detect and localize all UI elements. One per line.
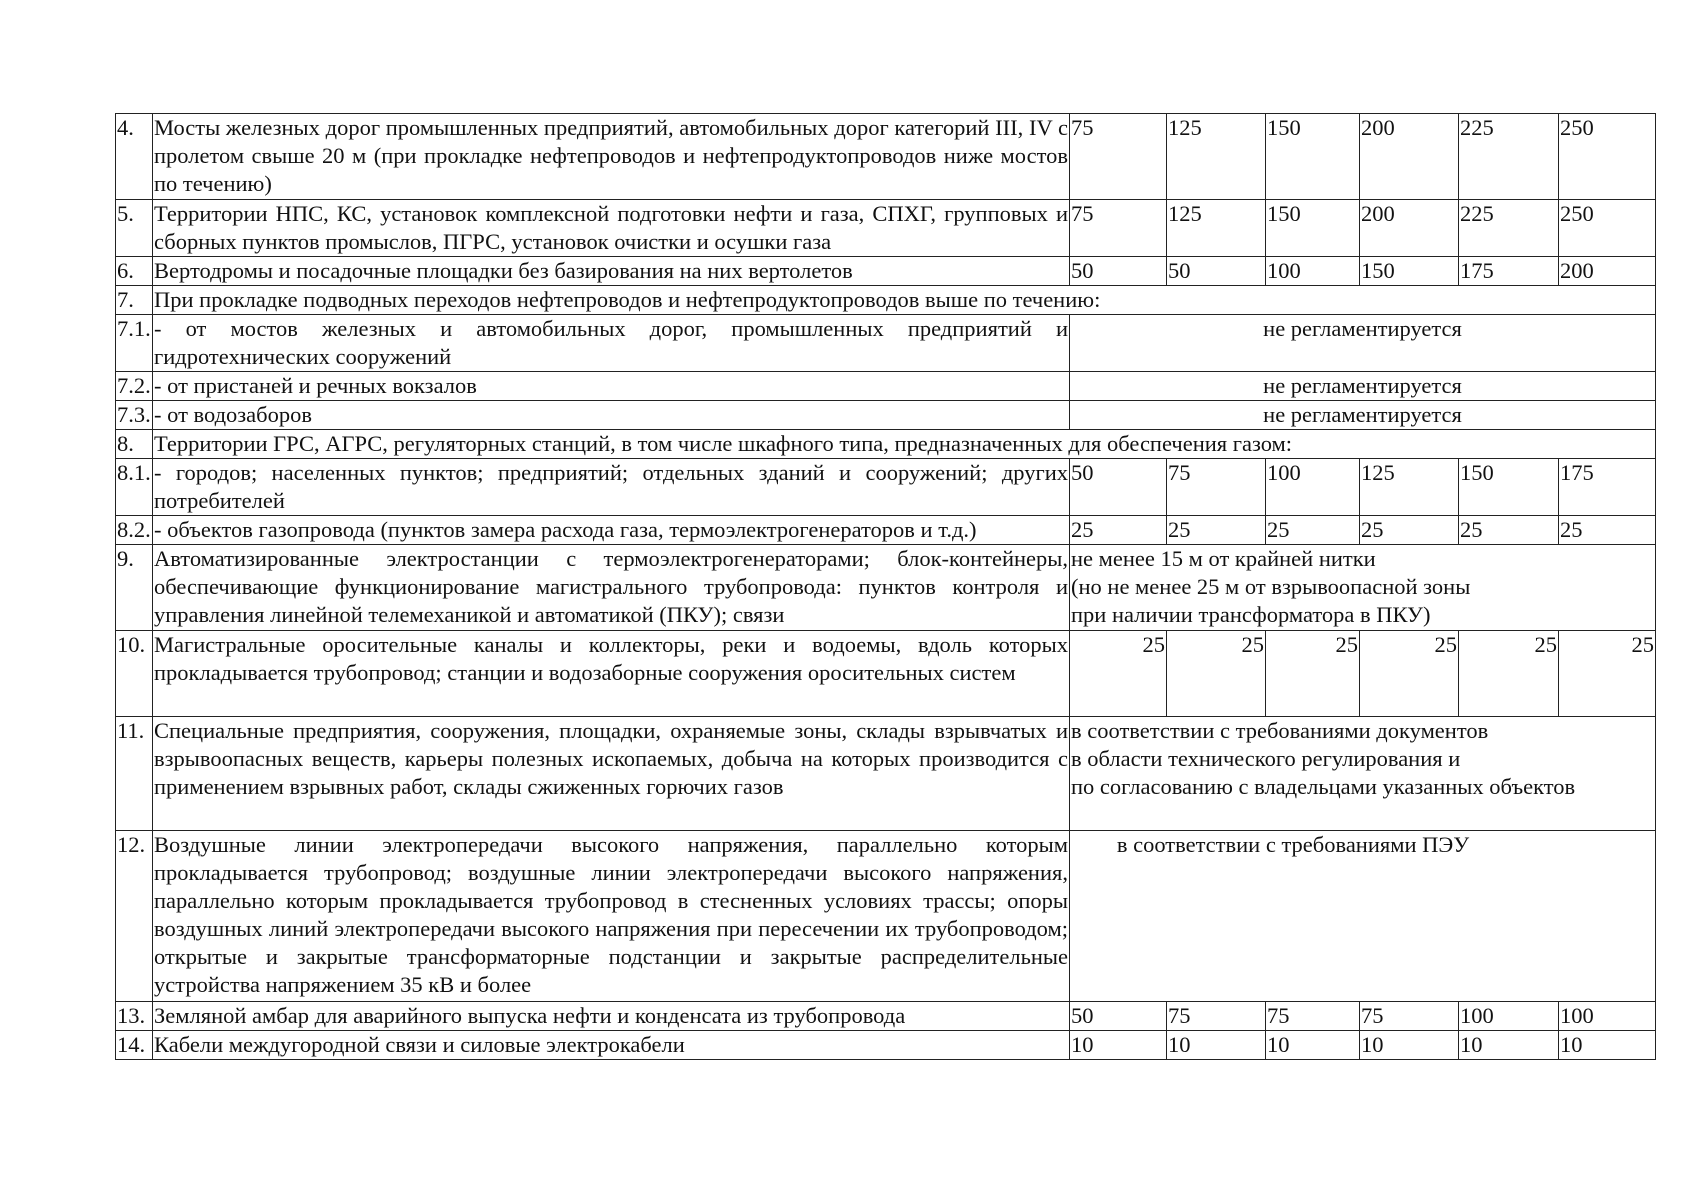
row-number: 13.: [116, 1002, 153, 1031]
table-row: [116, 315, 1656, 372]
value-cell: 125: [1167, 114, 1266, 200]
note-line: в соответствии с требованиями документов: [1071, 718, 1489, 743]
row-number: 8.1.: [116, 459, 153, 516]
value-cell: 75: [1070, 114, 1167, 200]
note-line: по согласованию с владельцами указанных объектов: [1071, 774, 1576, 799]
value-cell: 175: [1559, 459, 1656, 516]
table-row: [116, 459, 1656, 516]
table-row: [116, 401, 1656, 430]
value-cell: 10: [1266, 1031, 1360, 1060]
note-line: не менее 15 м от крайней нитки: [1071, 546, 1376, 571]
row-description: Специальные предприятия, сооружения, площадки, охраняемые зоны, склады взрывчатых и взрывоопасных веществ, карьеры полезных ископаемых, добыча на которых производится с применением взрывных работ, склады сжиженных горючих газов: [153, 717, 1070, 831]
value-cell: 50: [1070, 459, 1167, 516]
row-number: 5.: [116, 200, 153, 257]
merged-note: в соответствии с требованиями ПЭУ: [1070, 831, 1656, 1002]
row-number: 8.2.: [116, 516, 153, 545]
value-cell: 10: [1459, 1031, 1559, 1060]
value-cell: 25: [1266, 631, 1360, 717]
table-row: [116, 1002, 1656, 1031]
value-cell: 25: [1167, 516, 1266, 545]
value-cell: 25: [1266, 516, 1360, 545]
value-cell: 10: [1070, 1031, 1167, 1060]
document-page: [115, 113, 1655, 1060]
row-number: 6.: [116, 257, 153, 286]
table-row: [116, 430, 1656, 459]
value-cell: 250: [1559, 200, 1656, 257]
value-cell: 225: [1459, 200, 1559, 257]
row-description: Мосты железных дорог промышленных предприятий, автомобильных дорог категорий III, IV с пролетом свыше 20 м (при прокладке нефтепроводов и нефтепродуктопроводов ниже мостов по течению): [153, 114, 1070, 200]
value-cell: 150: [1360, 257, 1459, 286]
row-description: Территории ГРС, АГРС, регуляторных станций, в том числе шкафного типа, предназначенных для обеспечения газом:: [153, 430, 1656, 459]
row-description: Кабели междугородной связи и силовые электрокабели: [153, 1031, 1070, 1060]
row-description: Земляной амбар для аварийного выпуска нефти и конденсата из трубопровода: [153, 1002, 1070, 1031]
row-description: - от пристаней и речных вокзалов: [153, 372, 1070, 401]
value-cell: 10: [1559, 1031, 1656, 1060]
value-cell: 50: [1070, 1002, 1167, 1031]
row-description: - объектов газопровода (пунктов замера расхода газа, термоэлектрогенераторов и т.д.): [153, 516, 1070, 545]
value-cell: 200: [1559, 257, 1656, 286]
value-cell: 25: [1559, 631, 1656, 717]
row-description: - от мостов железных и автомобильных дорог, промышленных предприятий и гидротехнических сооружений: [153, 315, 1070, 372]
value-cell: 100: [1459, 1002, 1559, 1031]
row-description: Территории НПС, КС, установок комплексной подготовки нефти и газа, СПХГ, групповых и сборных пунктов промыслов, ПГРС, установок очистки и осушки газа: [153, 200, 1070, 257]
row-description: Воздушные линии электропередачи высокого напряжения, параллельно которым прокладывается трубопровод; воздушные линии электропередачи высокого напряжения, параллельно которым прокладывается трубопровод в стесненных условиях трассы; опоры воздушных линий электропередачи высокого напряжения при пересечении их трубопроводом; открытые и закрытые трансформаторные подстанции и закрытые распределительные устройства напряжением 35 кВ и более: [153, 831, 1070, 1002]
row-description: Магистральные оросительные каналы и коллекторы, реки и водоемы, вдоль которых прокладывается трубопровод; станции и водозаборные сооружения оросительных систем: [153, 631, 1070, 717]
table-row: [116, 372, 1656, 401]
row-number: 12.: [116, 831, 153, 1002]
value-cell: 25: [1360, 631, 1459, 717]
table-row: [116, 831, 1656, 1002]
value-cell: 150: [1266, 200, 1360, 257]
value-cell: 75: [1070, 200, 1167, 257]
value-cell: 100: [1266, 459, 1360, 516]
row-number: 7.3.: [116, 401, 153, 430]
value-cell: 50: [1070, 257, 1167, 286]
value-cell: 25: [1559, 516, 1656, 545]
value-cell: 25: [1360, 516, 1459, 545]
merged-note: не регламентируется: [1070, 315, 1656, 372]
table-row: [116, 1031, 1656, 1060]
row-number: 8.: [116, 430, 153, 459]
row-number: 4.: [116, 114, 153, 200]
row-number: 7.2.: [116, 372, 153, 401]
row-description: Автоматизированные электростанции с термоэлектрогенераторами; блок-контейнеры, обеспечивающие функционирование магистрального трубопровода: пунктов контроля и управления линейной телемеханикой и автоматикой (ПКУ); связи: [153, 545, 1070, 631]
table-row: [116, 545, 1656, 631]
merged-note: не регламентируется: [1070, 401, 1656, 430]
table-row: [116, 114, 1656, 200]
value-cell: 25: [1070, 516, 1167, 545]
merged-note: не регламентируется: [1070, 372, 1656, 401]
row-number: 10.: [116, 631, 153, 717]
row-number: 9.: [116, 545, 153, 631]
table-row: [116, 200, 1656, 257]
value-cell: 225: [1459, 114, 1559, 200]
table-row: [116, 717, 1656, 831]
value-cell: 10: [1360, 1031, 1459, 1060]
note-line: при наличии трансформатора в ПКУ): [1071, 602, 1431, 627]
row-description: - от водозаборов: [153, 401, 1070, 430]
value-cell: 200: [1360, 114, 1459, 200]
value-cell: 100: [1266, 257, 1360, 286]
merged-note: [1070, 545, 1656, 631]
value-cell: 10: [1167, 1031, 1266, 1060]
value-cell: 25: [1459, 631, 1559, 717]
distance-table: [115, 113, 1656, 1060]
value-cell: 75: [1360, 1002, 1459, 1031]
value-cell: 50: [1167, 257, 1266, 286]
value-cell: 150: [1459, 459, 1559, 516]
note-line: (но не менее 25 м от взрывоопасной зоны: [1071, 574, 1471, 599]
table-row: [116, 286, 1656, 315]
value-cell: 125: [1360, 459, 1459, 516]
value-cell: 25: [1459, 516, 1559, 545]
value-cell: 25: [1167, 631, 1266, 717]
value-cell: 125: [1167, 200, 1266, 257]
row-number: 11.: [116, 717, 153, 831]
value-cell: 100: [1559, 1002, 1656, 1031]
value-cell: 75: [1167, 1002, 1266, 1031]
table-row: [116, 631, 1656, 717]
value-cell: 150: [1266, 114, 1360, 200]
row-description: - городов; населенных пунктов; предприятий; отдельных зданий и сооружений; других потребителей: [153, 459, 1070, 516]
row-description: При прокладке подводных переходов нефтепроводов и нефтепродуктопроводов выше по течению:: [153, 286, 1656, 315]
value-cell: 25: [1070, 631, 1167, 717]
value-cell: 200: [1360, 200, 1459, 257]
table-row: [116, 257, 1656, 286]
note-line: в области технического регулирования и: [1071, 746, 1461, 771]
merged-note: [1070, 717, 1656, 831]
table-row: [116, 516, 1656, 545]
value-cell: 250: [1559, 114, 1656, 200]
row-number: 7.1.: [116, 315, 153, 372]
row-description: Вертодромы и посадочные площадки без базирования на них вертолетов: [153, 257, 1070, 286]
row-number: 7.: [116, 286, 153, 315]
row-number: 14.: [116, 1031, 153, 1060]
value-cell: 75: [1266, 1002, 1360, 1031]
value-cell: 175: [1459, 257, 1559, 286]
value-cell: 75: [1167, 459, 1266, 516]
